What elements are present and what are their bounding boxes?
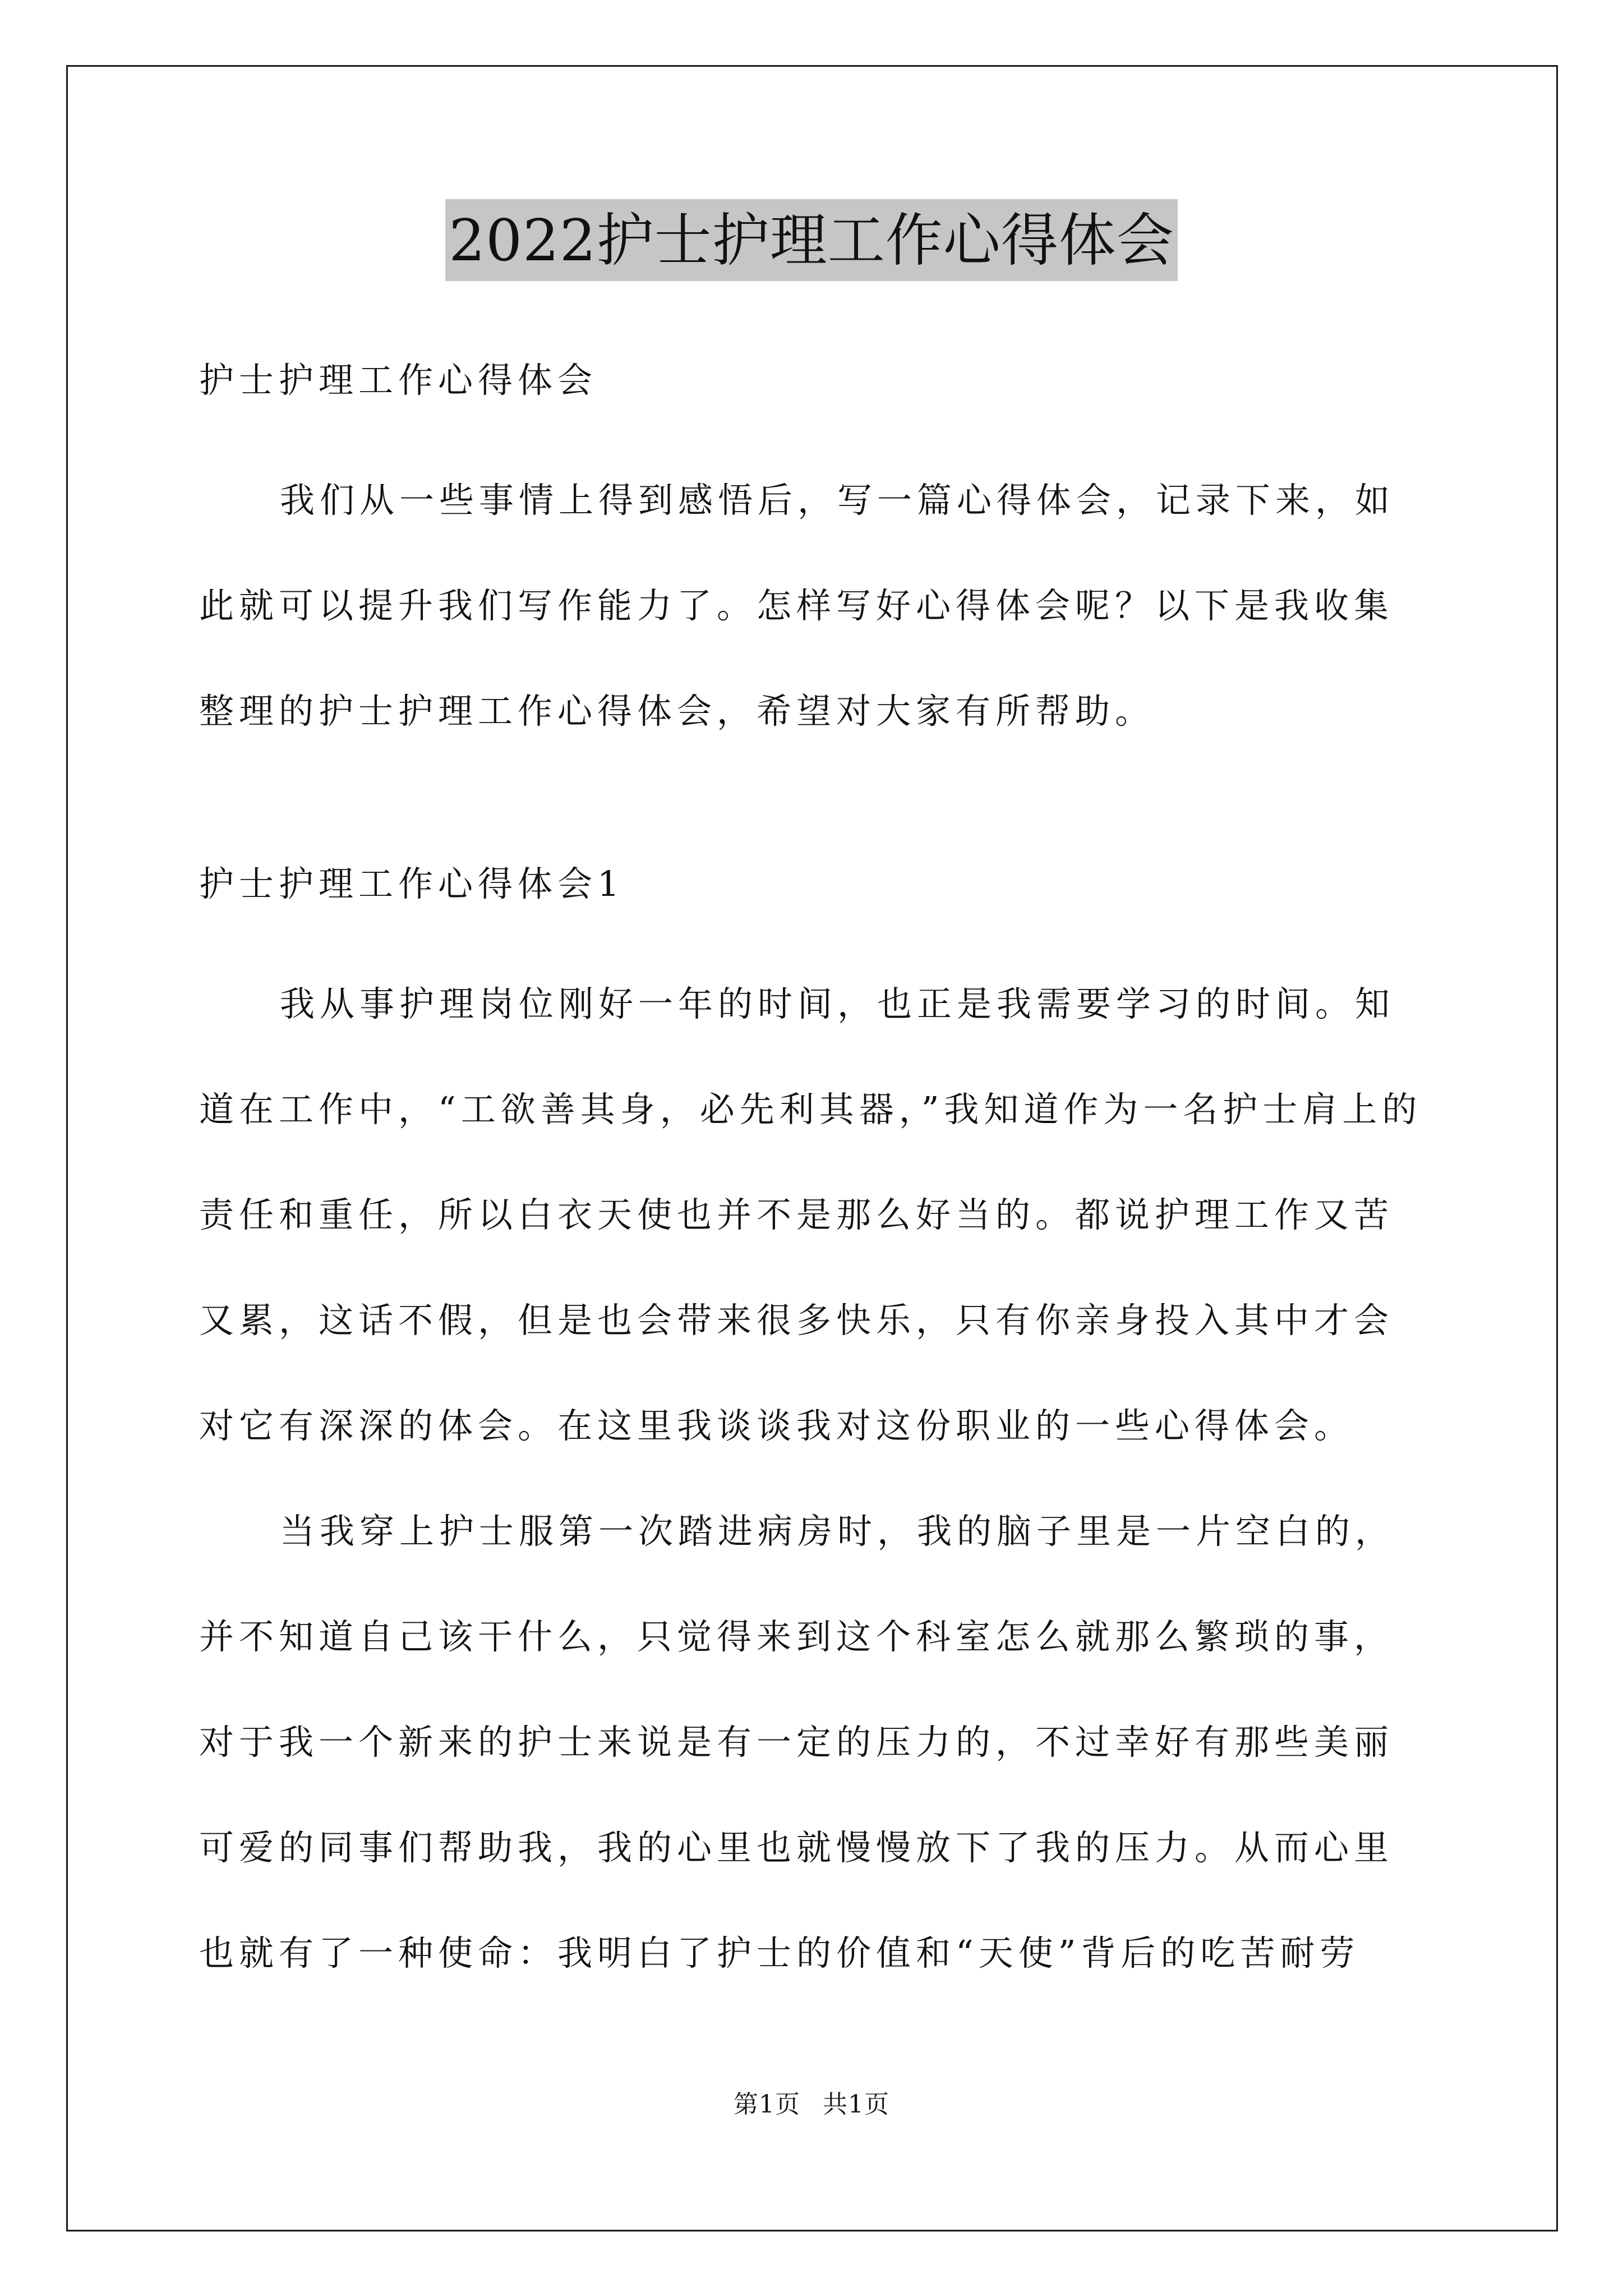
- document-body: [199, 313, 1433, 2006]
- body-paragraph: 当我穿上护士服第一次踏进病房时，我的脑子里是一片空白的，并不知道自己该干什么，只觉得来到这个科室怎么就那么繁琐的事，对于我一个新来的护士来说是有一定的压力的，不过幸好有那些美丽可爱的同事们帮助我，我的心里也就慢慢放下了我的压力。从而心里也就有了一种使命：我明白了护士的价值和“天使”背后的吃苦耐劳: [199, 1511, 1395, 1973]
- section-heading: 护士护理工作心得体会1: [199, 863, 625, 904]
- document-title: 2022护士护理工作心得体会: [445, 199, 1178, 281]
- subtitle: 护士护理工作心得体会: [199, 360, 598, 401]
- title-container: [0, 199, 1623, 281]
- page-number: 第1页: [734, 2090, 800, 2119]
- section-spacer: [199, 764, 1433, 817]
- page-total: 共1页: [823, 2090, 889, 2119]
- page-footer: [0, 2088, 1623, 2122]
- body-paragraph: 我从事护理岗位刚好一年的时间，也正是我需要学习的时间。知道在工作中，“工欲善其身，必先利其器，”我知道作为一名护士肩上的责任和重任，所以白衣天使也并不是那么好当的。都说护理工作又苦又累，这话不假，但是也会带来很多快乐，只有你亲身投入其中才会对它有深深的体会。在这里我谈谈我对这份职业的一些心得体会。: [199, 983, 1422, 1446]
- intro-paragraph: 我们从一些事情上得到感悟后，写一篇心得体会，记录下来，如此就可以提升我们写作能力了。怎样写好心得体会呢？以下是我收集整理的护士护理工作心得体会，希望对大家有所帮助。: [199, 480, 1395, 731]
